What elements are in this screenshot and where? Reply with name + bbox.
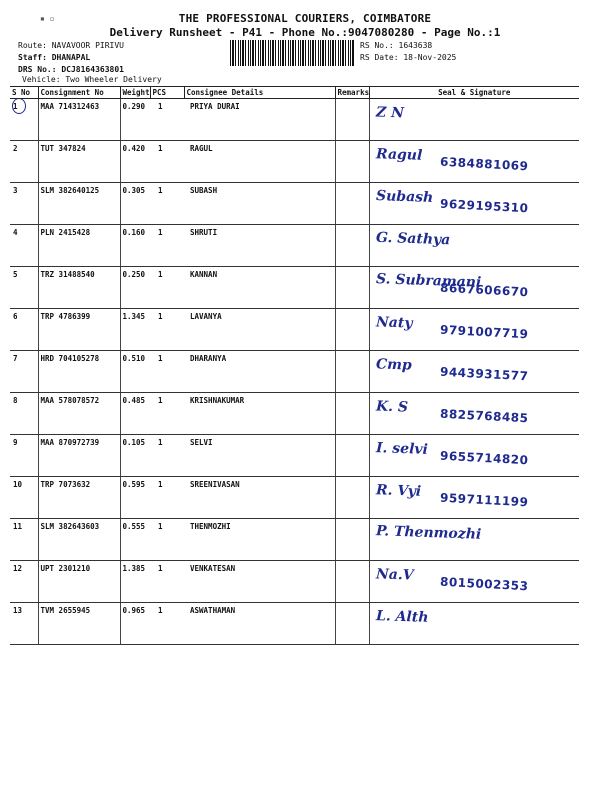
handwritten-signature: Naty	[375, 314, 413, 332]
row-seal-signature	[369, 309, 579, 351]
row-pcs: 1	[150, 183, 184, 225]
table-row	[10, 141, 579, 183]
row-weight: 0.555	[120, 519, 150, 561]
row-remarks	[335, 99, 369, 141]
row-consignee-name: SREENIVASAN	[184, 477, 335, 519]
row-pcs: 1	[150, 225, 184, 267]
row-weight: 0.510	[120, 351, 150, 393]
handwritten-signature: P. Thenmozhi	[375, 523, 481, 543]
company-title: THE PROFESSIONAL COURIERS, COIMBATORE	[178, 12, 432, 25]
row-remarks	[335, 393, 369, 435]
row-remarks	[335, 225, 369, 267]
row-pcs: 1	[150, 309, 184, 351]
handwritten-phone: 9597111199	[439, 490, 529, 510]
row-remarks	[335, 603, 369, 645]
row-consignment-no: SLM 382640125	[38, 183, 120, 225]
handwritten-phone: 8015002353	[439, 574, 529, 594]
row-weight: 0.105	[120, 435, 150, 477]
col-consignment-header: Consignment No	[38, 87, 120, 99]
table-row	[10, 519, 579, 561]
col-remarks-header: Remarks	[335, 87, 369, 99]
row-sno: 3	[10, 183, 38, 225]
handwritten-phone: 9443931577	[439, 364, 529, 384]
row-pcs: 1	[150, 519, 184, 561]
row-weight: 0.305	[120, 183, 150, 225]
row-sno: 2	[10, 141, 38, 183]
row-seal-signature	[369, 561, 579, 603]
row-weight: 0.250	[120, 267, 150, 309]
handwritten-phone: 6384881069	[439, 154, 529, 174]
handwritten-phone: 9629195310	[439, 196, 529, 216]
row-weight: 0.965	[120, 603, 150, 645]
row-seal-signature	[369, 435, 579, 477]
row-consignment-no: PLN 2415428	[38, 225, 120, 267]
row-sno: 7	[10, 351, 38, 393]
row-consignment-no: MAA 578078572	[38, 393, 120, 435]
row-weight: 0.290	[120, 99, 150, 141]
row-sno: 4	[10, 225, 38, 267]
table-row	[10, 393, 579, 435]
col-seal-header: Seal & Signature	[369, 87, 579, 99]
row-pcs: 1	[150, 477, 184, 519]
table-row	[10, 309, 579, 351]
handwritten-signature: Cmp	[375, 356, 412, 374]
row-consignee-name: SELVI	[184, 435, 335, 477]
row-consignment-no: MAA 870972739	[38, 435, 120, 477]
row-consignment-no: TRP 7073632	[38, 477, 120, 519]
row-remarks	[335, 519, 369, 561]
row-weight: 1.345	[120, 309, 150, 351]
table-row	[10, 435, 579, 477]
row-consignment-no: TUT 347824	[38, 141, 120, 183]
handwritten-signature: Ragul	[375, 146, 423, 164]
row-consignee-name: DHARANYA	[184, 351, 335, 393]
row-seal-signature	[369, 99, 579, 141]
handwritten-phone: 8667606670	[439, 280, 529, 300]
row-remarks	[335, 141, 369, 183]
row-sno: 1	[10, 99, 38, 141]
handwritten-signature: Subash	[375, 188, 433, 206]
row-consignee-name: THENMOZHI	[184, 519, 335, 561]
row-consignee-name: RAGUL	[184, 141, 335, 183]
row-consignee-name: VENKATESAN	[184, 561, 335, 603]
row-pcs: 1	[150, 351, 184, 393]
row-seal-signature	[369, 603, 579, 645]
row-weight: 1.385	[120, 561, 150, 603]
row-pcs: 1	[150, 561, 184, 603]
row-consignee-name: SUBASH	[184, 183, 335, 225]
handwritten-signature: Z N	[375, 104, 404, 122]
col-sno-header: S No	[10, 87, 38, 99]
row-seal-signature	[369, 141, 579, 183]
row-remarks	[335, 561, 369, 603]
row-seal-signature	[369, 183, 579, 225]
row-pcs: 1	[150, 435, 184, 477]
handwritten-signature: S. Subramani	[375, 271, 482, 291]
table-row	[10, 267, 579, 309]
handwritten-signature: I. selvi	[375, 440, 428, 458]
table-header-row	[10, 87, 579, 99]
row-remarks	[335, 477, 369, 519]
row-remarks	[335, 351, 369, 393]
row-consignee-name: PRIYA DURAI	[184, 99, 335, 141]
row-consignment-no: HRD 704105278	[38, 351, 120, 393]
row-remarks	[335, 267, 369, 309]
table-row	[10, 351, 579, 393]
scan-mark: ▪ ▫	[40, 14, 55, 23]
row-weight: 0.420	[120, 141, 150, 183]
table-row	[10, 603, 579, 645]
row-sno: 12	[10, 561, 38, 603]
handwritten-phone: 8825768485	[439, 406, 529, 426]
barcode	[230, 40, 354, 66]
route-label: Route: NAVAVOOR PIRIVU	[18, 41, 124, 50]
col-pcs-header: PCS	[150, 87, 184, 99]
row-weight: 0.160	[120, 225, 150, 267]
row-sno: 6	[10, 309, 38, 351]
table-row	[10, 183, 579, 225]
handwritten-signature: R. Vyi	[375, 482, 421, 500]
row-remarks	[335, 435, 369, 477]
table-row	[10, 477, 579, 519]
row-sno: 9	[10, 435, 38, 477]
col-details-header: Consignee Details	[184, 87, 335, 99]
row-consignee-name: ASWATHAMAN	[184, 603, 335, 645]
rs-number: RS No.: 1643638	[360, 41, 433, 50]
rs-date: RS Date: 18-Nov-2025	[360, 53, 457, 62]
row-sno: 11	[10, 519, 38, 561]
row-sno: 5	[10, 267, 38, 309]
row-weight: 0.595	[120, 477, 150, 519]
row-consignment-no: TRZ 31488540	[38, 267, 120, 309]
row-seal-signature	[369, 393, 579, 435]
row-seal-signature	[369, 519, 579, 561]
runsheet-table	[10, 86, 579, 645]
row-seal-signature	[369, 477, 579, 519]
row-pcs: 1	[150, 141, 184, 183]
row-seal-signature	[369, 351, 579, 393]
row-consignee-name: KRISHNAKUMAR	[184, 393, 335, 435]
row-pcs: 1	[150, 603, 184, 645]
row-remarks	[335, 309, 369, 351]
table-row	[10, 225, 579, 267]
drs-label: DRS No.: DCJ8164363801	[18, 65, 124, 74]
runsheet-title: Delivery Runsheet - P41 - Phone No.:9047080280 - Page No.:1	[109, 26, 501, 39]
row-consignment-no: MAA 714312463	[38, 99, 120, 141]
row-consignment-no: TVM 2655945	[38, 603, 120, 645]
row-consignment-no: TRP 4786399	[38, 309, 120, 351]
staff-label: Staff: DHANAPAL	[18, 53, 91, 62]
vehicle-label: Vehicle: Two Wheeler Delivery	[22, 75, 162, 84]
handwritten-signature: L. Alth	[375, 608, 429, 626]
row-consignment-no: UPT 2301210	[38, 561, 120, 603]
row-pcs: 1	[150, 267, 184, 309]
handwritten-signature: K. S	[375, 398, 408, 416]
row-consignee-name: SHRUTI	[184, 225, 335, 267]
row-consignee-name: KANNAN	[184, 267, 335, 309]
row-consignment-no: SLM 382643603	[38, 519, 120, 561]
handwritten-signature: G. Sathya	[375, 229, 451, 249]
row-sno: 13	[10, 603, 38, 645]
handwritten-phone: 9791007719	[439, 322, 529, 342]
handwritten-signature: Na.V	[375, 566, 414, 584]
row-pcs: 1	[150, 393, 184, 435]
row-sno: 8	[10, 393, 38, 435]
row-sno: 10	[10, 477, 38, 519]
handwritten-phone: 9655714820	[439, 448, 529, 468]
row-pcs: 1	[150, 99, 184, 141]
table-row	[10, 561, 579, 603]
table-row	[10, 99, 579, 141]
row-seal-signature	[369, 267, 579, 309]
col-weight-header: Weight	[120, 87, 150, 99]
row-weight: 0.485	[120, 393, 150, 435]
row-consignee-name: LAVANYA	[184, 309, 335, 351]
row-seal-signature	[369, 225, 579, 267]
row-remarks	[335, 183, 369, 225]
